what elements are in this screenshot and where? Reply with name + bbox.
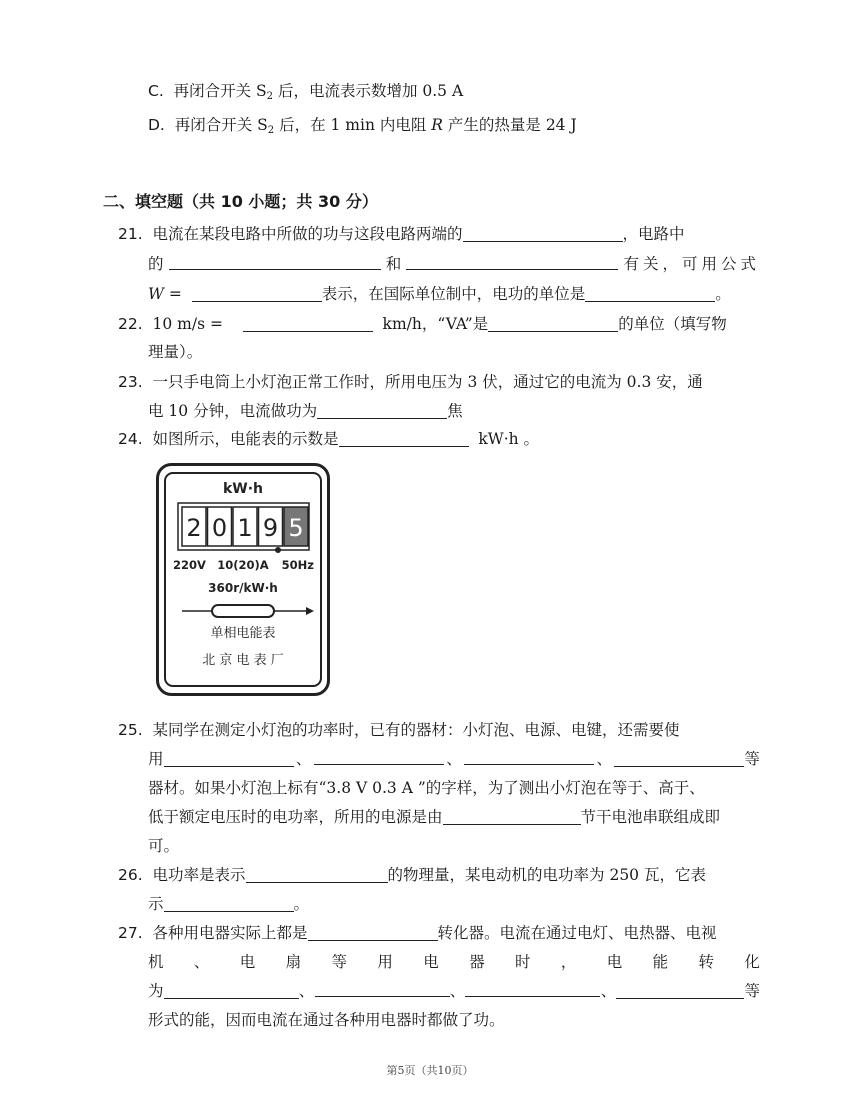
decimal-point xyxy=(275,547,281,553)
spec-frequency: 50Hz xyxy=(281,558,314,572)
meter-name: 单相电能表 xyxy=(210,626,276,641)
char: 等 xyxy=(331,953,348,971)
meter-maker: 北 京 电 表 厂 xyxy=(202,653,284,668)
option-d: D. 再闭合开关 $S_2$ 后，在 1 min 内电阻 R 产生的热量是 24 J xyxy=(148,116,577,136)
answer-blank[interactable] xyxy=(616,982,744,999)
char: 电 xyxy=(239,953,256,971)
question-25-line-2: 用 、 、 、 等 xyxy=(148,750,760,768)
char: 、 xyxy=(193,953,210,971)
answer-blank[interactable] xyxy=(192,285,322,302)
question-21-line-2: 的 和 有关，可用公式 xyxy=(148,255,760,273)
char: 用 xyxy=(377,953,393,971)
answer-blank[interactable] xyxy=(488,315,618,332)
question-22: 22. 10 m/s = km/h，“VA”是 的单位（填写物 xyxy=(118,315,727,333)
answer-blank[interactable] xyxy=(246,866,388,883)
char: 电 xyxy=(606,953,623,971)
decimal-digit: 5 xyxy=(288,514,304,542)
answer-blank[interactable] xyxy=(169,253,381,270)
answer-blank[interactable] xyxy=(164,750,294,767)
question-27-line-4: 形式的能，因而电流在通过各种用电器时都做了功。 xyxy=(148,1011,505,1029)
answer-blank[interactable] xyxy=(339,430,469,447)
spec-current: 10(20)A xyxy=(217,558,269,572)
section-title: 二、填空题（共 10 小题；共 30 分） xyxy=(103,192,378,211)
question-21: 21. 电流在某段电路中所做的功与这段电路两端的 ，电路中 xyxy=(118,225,685,243)
question-22-line-2: 理量）。 xyxy=(148,343,203,361)
char: 机 xyxy=(148,953,164,971)
answer-blank[interactable] xyxy=(614,750,744,767)
answer-blank[interactable] xyxy=(585,285,715,302)
answer-blank[interactable] xyxy=(308,924,438,941)
char: 扇 xyxy=(285,953,302,971)
page-footer: 第5页（共10页） xyxy=(386,1064,474,1077)
answer-blank[interactable] xyxy=(464,748,594,765)
question-26-line-2: 示 。 xyxy=(148,895,310,913)
meter-digit: 0 xyxy=(211,514,228,542)
question-25-line-4: 低于额定电压时的电功率，所用的电源是由 节干电池串联组成即 xyxy=(148,808,721,826)
char: 时 xyxy=(515,953,531,971)
answer-blank[interactable] xyxy=(443,808,581,825)
char: ， xyxy=(560,953,577,971)
question-27-line-2 xyxy=(148,951,760,973)
answer-blank[interactable] xyxy=(314,748,444,765)
question-23-line-2: 电 10 分钟，电流做功为 焦 xyxy=(148,402,463,420)
question-26: 26. 电功率是表示 的物理量，某电动机的电功率为 250 瓦，它表 xyxy=(118,866,706,884)
electric-meter-figure xyxy=(156,463,330,696)
answer-blank[interactable] xyxy=(164,895,294,912)
char: 化 xyxy=(744,953,760,971)
question-25: 25. 某同学在测定小灯泡的功率时，已有的器材：小灯泡、电源、电键，还需要使 xyxy=(118,721,680,739)
spec-voltage: 220V xyxy=(173,558,206,572)
answer-blank[interactable] xyxy=(463,225,623,242)
meter-constant: 360r/kW·h xyxy=(208,581,278,595)
meter-digit: 1 xyxy=(237,514,253,542)
question-23: 23. 一只手电筒上小灯泡正常工作时，所用电压为 3 伏，通过它的电流为 0.3 安，通 xyxy=(118,373,703,391)
option-c: C. 再闭合开关 $S_2$ 后，电流表示数增加 0.5 A xyxy=(148,82,464,102)
question-27: 27. 各种用电器实际上都是 转化器。电流在通过电灯、电热器、电视 xyxy=(118,924,717,942)
char: 电 xyxy=(423,953,439,971)
meter-digit: 2 xyxy=(186,514,202,542)
char: 能 xyxy=(652,953,669,971)
meter-digit: 9 xyxy=(262,514,279,542)
question-27-line-3: 为 、 、 、 等 xyxy=(148,982,760,1000)
answer-blank[interactable] xyxy=(317,402,447,419)
answer-blank[interactable] xyxy=(465,980,600,997)
question-21-line-3: W = 表示，在国际单位制中，电功的单位是 。 xyxy=(148,285,731,303)
question-25-line-3: 器材。如果小灯泡上标有“3.8 V 0.3 A ”的字样，为了测出小灯泡在等于、高于、 xyxy=(148,779,705,797)
meter-digits xyxy=(182,507,308,546)
answer-blank[interactable] xyxy=(406,253,618,270)
answer-blank[interactable] xyxy=(164,982,299,999)
question-25-line-5: 可。 xyxy=(148,837,180,855)
answer-blank[interactable] xyxy=(243,315,373,332)
char: 转 xyxy=(698,953,715,971)
answer-blank[interactable] xyxy=(315,980,450,997)
meter-unit: kW·h xyxy=(222,481,264,497)
char: 器 xyxy=(469,953,485,971)
question-24: 24. 如图所示，电能表的示数是 kW·h 。 xyxy=(118,430,540,448)
